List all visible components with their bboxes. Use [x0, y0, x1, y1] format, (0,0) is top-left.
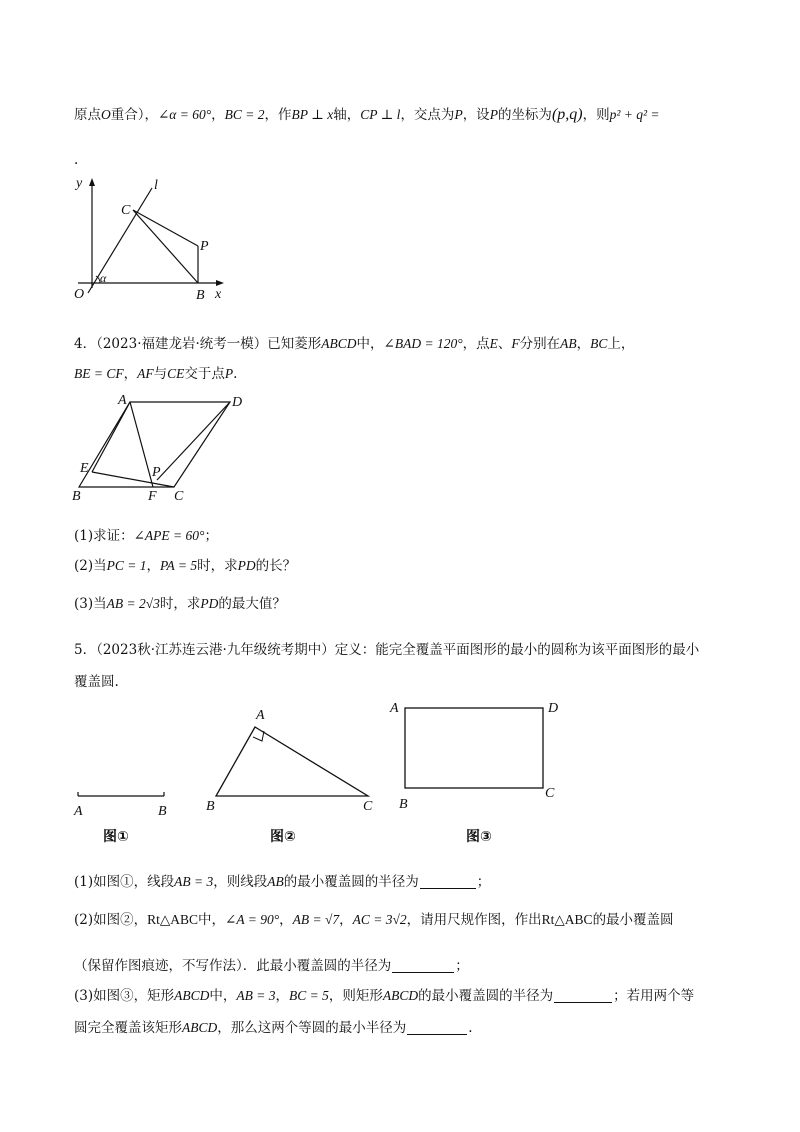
q5-part3-line2 — [74, 1018, 473, 1038]
text-seg: ， — [275, 988, 289, 1004]
text-seg: ， — [576, 336, 591, 352]
segment-af — [130, 402, 153, 487]
math-seg: ∠BAD = 120° — [383, 336, 463, 351]
segment-cb — [133, 210, 198, 283]
math-seg: PA = 5 — [160, 558, 198, 573]
text-seg: (3)如图③，矩形 — [74, 988, 175, 1004]
text-seg: 的最小覆盖圆的半径为 — [283, 874, 419, 890]
text-seg: ，交点为 — [400, 107, 455, 123]
q3-figure — [60, 170, 240, 310]
text-seg: 原点 — [74, 107, 101, 123]
text-seg: 的最小覆盖圆 — [592, 912, 674, 928]
text-seg: ，则线段 — [213, 874, 268, 890]
math-seg: BC — [590, 336, 608, 351]
math-seg: AB — [560, 336, 577, 351]
text-seg: 上， — [607, 336, 635, 352]
text-seg: ， — [211, 107, 225, 123]
answer-blank[interactable] — [392, 958, 454, 973]
math-seg: AF — [137, 366, 154, 381]
label-p: P — [152, 465, 161, 480]
label-a: A — [74, 804, 83, 819]
answer-blank[interactable] — [554, 988, 612, 1003]
q5-part2-line2 — [74, 956, 469, 976]
math-seg: Rt△ABC — [147, 912, 199, 927]
text-seg: 分别在 — [519, 336, 561, 352]
q4-part2 — [74, 556, 296, 576]
math-seg: BC = 5 — [288, 988, 329, 1003]
math-seg: ∠α = 60° — [158, 107, 212, 122]
text-seg: ；若用两个等 — [613, 988, 695, 1004]
text-seg: 时，求 — [159, 596, 201, 612]
label-x: x — [215, 287, 222, 302]
text-seg: ，则矩形 — [328, 988, 383, 1004]
text-seg: （保留作图痕迹，不写作法）．此最小覆盖圆的半径为 — [74, 958, 392, 974]
text-seg: 重合）， — [110, 107, 158, 123]
text-seg: (1)如图①，线段 — [74, 874, 175, 890]
text-seg: 时，求 — [197, 558, 238, 574]
label-y: y — [76, 176, 83, 191]
math-seg: CE — [167, 366, 185, 381]
text-seg: 的长？ — [255, 558, 297, 574]
text-seg: . — [233, 366, 238, 382]
text-seg: (2)当 — [74, 558, 107, 574]
q4-text-line1 — [74, 334, 634, 354]
math-seg: ABCD — [182, 1020, 218, 1035]
text-seg: ； — [476, 874, 491, 890]
label-a: A — [256, 708, 265, 723]
text-seg: ， — [146, 558, 160, 574]
text-seg: ，那么这两个等圆的最小半径为 — [217, 1020, 407, 1036]
q4-rhombus-figure — [60, 390, 260, 510]
math-seg: PD — [200, 596, 219, 611]
text-seg: ， — [339, 912, 353, 928]
label-l: l — [154, 178, 158, 193]
q3-text-line1 — [74, 105, 660, 125]
math-seg: AB = 2√3 — [106, 596, 160, 611]
text-seg: ； — [204, 528, 218, 544]
text-seg: . — [468, 1020, 473, 1036]
text-seg: (3)当 — [74, 596, 107, 612]
label-c: C — [174, 489, 184, 504]
math-seg: BC = 2 — [224, 107, 265, 122]
math-seg: AC = 3√2 — [352, 912, 407, 927]
math-seg: AB = 3 — [174, 874, 214, 889]
math-seg: AB = 3 — [236, 988, 276, 1003]
label-b: B — [72, 489, 81, 504]
text-seg: 的最小覆盖圆的半径为 — [418, 988, 554, 1004]
q4-part3 — [74, 594, 286, 614]
q5-text-line2: 覆盖圆. — [74, 674, 119, 690]
math-seg: ∠A = 90° — [225, 912, 280, 927]
text-seg: (2)如图②， — [74, 912, 148, 928]
x-axis-arrow — [216, 280, 224, 286]
math-seg: F — [511, 336, 520, 351]
text-seg: 中， — [356, 336, 384, 352]
label-b: B — [206, 799, 215, 814]
math-seg: P — [454, 107, 463, 122]
text-seg: 的最大值？ — [218, 596, 286, 612]
caption-fig-3: 图③ — [466, 829, 492, 845]
label-c: C — [121, 203, 131, 218]
math-seg: P — [224, 366, 234, 381]
math-seg: O — [101, 107, 111, 122]
math-seg: PD — [237, 558, 256, 573]
math-seg: PC = 1 — [106, 558, 147, 573]
q4-text-line2 — [74, 364, 237, 384]
label-b: B — [399, 797, 408, 812]
right-angle-mark — [253, 731, 264, 741]
text-seg: 轴， — [333, 107, 361, 123]
math-seg: Rt△ABC — [541, 912, 593, 927]
q5-figure-2-right-triangle — [200, 700, 390, 820]
text-seg: 的坐标为 — [497, 107, 552, 123]
text-seg: ，点 — [462, 336, 490, 352]
q5-part1 — [74, 872, 490, 892]
label-c: C — [545, 786, 555, 801]
q5-part2-line1 — [74, 910, 674, 930]
text-seg: ； — [455, 958, 469, 974]
label-o: O — [74, 287, 85, 302]
q5-part3-line1 — [74, 986, 694, 1006]
math-seg: (p,q) — [551, 106, 583, 123]
math-seg: ABCD — [174, 988, 210, 1003]
math-seg: ABCD — [382, 988, 419, 1003]
label-a: A — [390, 701, 399, 716]
text-seg: 、 — [497, 336, 512, 352]
text-seg: (1)求证： — [74, 528, 134, 544]
label-e: E — [80, 461, 89, 476]
math-seg: BE = CF — [74, 366, 124, 381]
math-seg: CP ⊥ l — [360, 107, 401, 122]
text-seg: ，作 — [264, 107, 292, 123]
text-seg: 中， — [198, 912, 226, 928]
label-d: D — [548, 701, 559, 716]
math-seg: ABCD — [321, 336, 357, 351]
math-seg: AB — [267, 874, 284, 889]
label-b: B — [158, 804, 167, 819]
q4-part1 — [74, 526, 218, 546]
q5-figure-3-rectangle — [385, 695, 575, 815]
segment-ae — [92, 402, 130, 472]
label-a: A — [118, 393, 127, 408]
math-seg: P — [489, 107, 498, 122]
text-seg: ， — [123, 366, 138, 382]
q5-text-line1: 5．（2023秋·江苏连云港·九年级统考期中）定义：能完全覆盖平面图形的最小的圆称为该平面图形的最小 — [74, 642, 700, 658]
text-seg: ，则 — [582, 107, 610, 123]
rectangle-abcd — [405, 708, 543, 788]
text-seg: 圆完全覆盖该矩形 — [74, 1020, 182, 1036]
segment-pd — [157, 402, 230, 480]
text-seg: ，请用尺规作图，作出 — [406, 912, 542, 928]
text-seg: ，设 — [462, 107, 490, 123]
answer-blank[interactable] — [407, 1020, 467, 1035]
text-seg: ， — [279, 912, 293, 928]
text-seg: 中， — [209, 988, 237, 1004]
caption-fig-1: 图① — [103, 829, 129, 845]
label-c: C — [363, 799, 373, 814]
label-d: D — [232, 395, 243, 410]
caption-fig-2: 图② — [270, 829, 296, 845]
label-alpha: α — [100, 271, 107, 285]
label-b: B — [196, 288, 205, 303]
segment-cp — [133, 210, 198, 246]
text-seg: 交于点 — [184, 366, 225, 382]
math-seg: p² + q² = — [609, 107, 660, 122]
y-axis-arrow — [89, 178, 95, 186]
math-seg: AB = √7 — [292, 912, 340, 927]
triangle-abc — [216, 727, 368, 796]
answer-blank[interactable] — [420, 874, 476, 889]
text-seg: 与 — [153, 366, 168, 382]
math-seg: ∠APE = 60° — [133, 528, 205, 543]
math-seg: E — [489, 336, 498, 351]
label-f: F — [148, 489, 157, 504]
math-seg: BP ⊥ x — [291, 107, 334, 122]
label-p: P — [200, 239, 209, 254]
q5-figure-1-segment — [70, 780, 180, 820]
q3-text-line2: . — [74, 152, 79, 168]
text-seg: 4．（2023·福建龙岩·统考一模）已知菱形 — [74, 336, 322, 352]
